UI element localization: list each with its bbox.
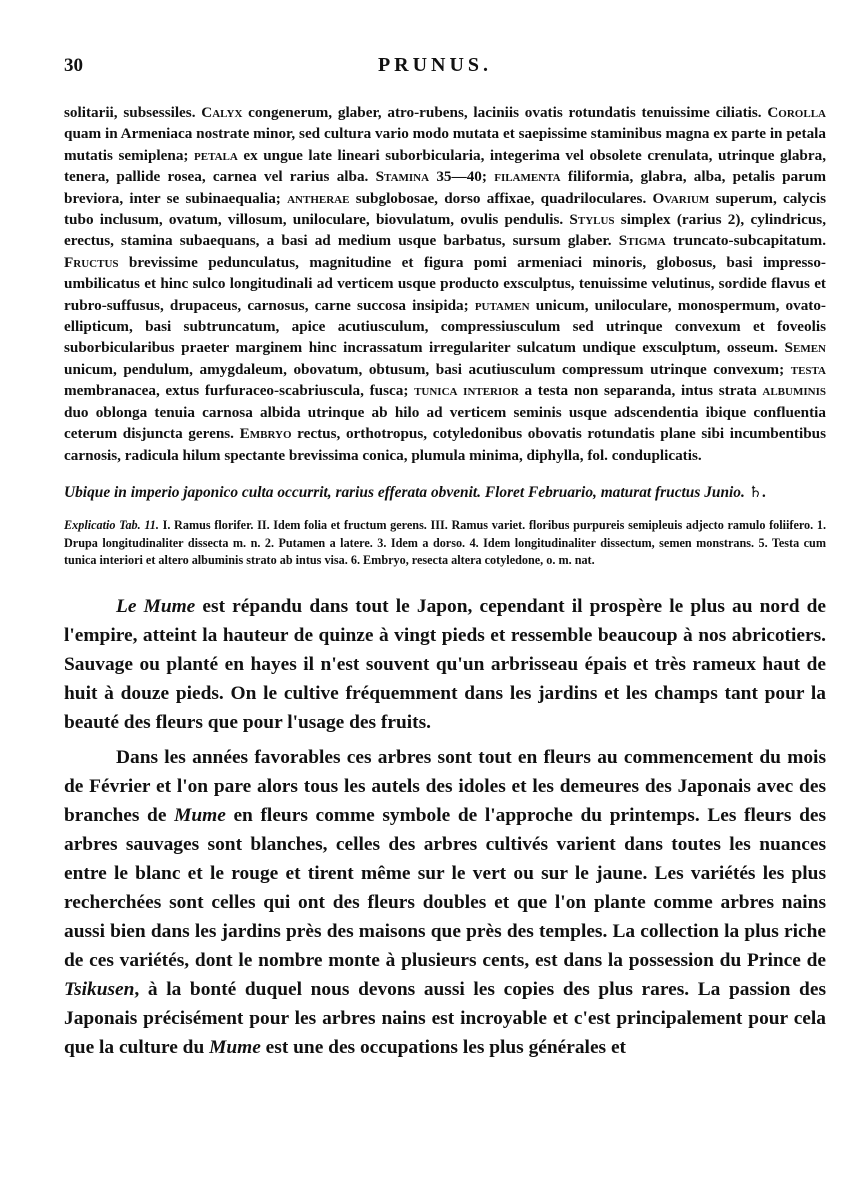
french-paragraph-1	[64, 592, 826, 737]
term-ovarium: Ovarium	[652, 189, 710, 207]
plate-explanation-lead: Explicatio Tab. 11.	[64, 517, 159, 532]
term-stigma: Stigma	[618, 232, 666, 250]
text-run: solitarii, subsessiles.	[64, 104, 202, 121]
term-fructus: Fructus	[64, 253, 119, 271]
text-run: rectus, orthotropus, cotyledonibus obovatis rotundatis plane sibi incumbentibus carnosis, radicula hilum spectante brevissima conica, plumula minima, diphylla, fol. conduplicatis.	[64, 425, 826, 464]
text-run: a testa non separanda, intus strata	[518, 382, 763, 400]
latin-description	[64, 102, 826, 466]
term-mume: Mume	[174, 804, 226, 826]
text-run: en fleurs comme symbole de l'approche du printemps. Les fleurs des arbres sauvages sont blanches, celles des arbres cultivés varient dans toutes les nuances entre le blanc et le rouge et tirent même sur le vert ou sur le jaune. Les variétés les plus recherchées sont celles qui ont des fleurs doubles et que l'on plante comme arbres nains aussi bien dans les jardins près des maisons que près des temples. La collection la plus riche de ces variétés, dont le nombre monte à plusieurs cents, est dans la possession du Prince de	[64, 804, 827, 971]
term-stamina: Stamina	[375, 168, 430, 186]
text-run: est une des occupations les plus générales et	[260, 1036, 627, 1058]
text-run: simplex (rarius 2), cylindricus, erectus, stamina subaequans, a basi ad medium usque barbatus, sursum glaber.	[64, 211, 826, 250]
text-run: brevissime pedunculatus, magnitudine et figura pomi armeniaci minoris, globosus, basi impresso-umbilicatus et hinc sulco longitudinali ad verticem usque producto exsculptus, tenuissime velutinus, sordide flavus et rubro-suffusus, drupaceus, carnosus, carne succosa insipida;	[64, 253, 826, 314]
text-run: 35—40;	[429, 168, 495, 186]
term-antherae: antherae	[287, 189, 350, 207]
plate-explanation-text: I. Ramus florifer. II. Idem folia et fructum gerens. III. Ramus variet. floribus purpureis semipleuis adjecto ramulo foliifero. 1. Drupa longitudinaliter dissecta m. n. 2. Putamen a latere. 3. Idem a dorso. 4. Idem longitudinaliter dissectum, semen monstrans. 5. Testa cum tunica interiori et altero albuminis strato ab intus visa. 6. Embryo, resecta altera cotyledone, o. m. nat.	[64, 517, 827, 568]
text-run: truncato-subcapitatum.	[665, 232, 826, 250]
habitat-note: Ubique in imperio japonico culta occurrit, rarius efferata obvenit. Floret Februario, maturat fructus Junio. ♄.	[64, 483, 767, 501]
text-run: congenerum, glaber, atro-rubens, laciniis ovatis rotundatis tenuissime ciliatis.	[242, 104, 768, 121]
text-run: ex ungue late lineari suborbicularia, integerima vel obsolete crenulata, utrinque glabra, tenera, pallide rosea, carnea vel rarius alba.	[64, 146, 826, 186]
text-run: superum, calycis tubo inclusum, ovatum, villosum, uniloculare, biovulatum, ovulis pendulis.	[64, 189, 826, 229]
french-paragraph-2	[64, 743, 826, 1062]
term-tsikusen: Tsikusen	[64, 978, 135, 1000]
term-embryo: Embryo	[239, 425, 292, 443]
term-semen: Semen	[784, 339, 826, 357]
term-filamenta: filamenta	[494, 168, 561, 186]
text-run: subglobosae, dorso affixae, quadriloculares.	[349, 189, 653, 207]
text-run: membranacea, extus furfuraceo-scabriuscula, fusca;	[64, 382, 415, 400]
text-run: , à la bonté duquel nous devons aussi les copies des plus rares. La passion des Japonais précisément pour les arbres nains est incroyable et c'est principalement pour cela que la culture du	[64, 978, 826, 1058]
plate-explanation	[64, 517, 826, 570]
term-mume: Le Mume	[116, 595, 196, 617]
term-petala: petala	[194, 146, 238, 164]
text-run: filiformia, glabra, alba, petalis parum breviora, inter se subinaequalia;	[64, 168, 826, 207]
term-calyx: Calyx	[201, 104, 243, 121]
page-number: 30	[64, 55, 83, 76]
running-head: PRUNUS.	[377, 54, 493, 76]
text-run: unicum, uniloculare, monospermum, ovato-ellipticum, basi subtruncatum, apice acutiusculum, compressiusculum sed utrinque convexum et foveolis suborbicularibus praeter marginem hinc incrassatum irregulariter sulcatum undique exsculptum, osseum.	[64, 296, 826, 357]
page-header	[64, 54, 826, 90]
text-run: est répandu dans tout le Japon, cependant il prospère le plus au nord de l'empire, atteint la hauteur de quinze à vingt pieds et ressemble beaucoup à nos abricotiers. Sauvage ou planté en hayes il n'est souvent qu'un arbrisseau épais et très rameux haut de huit à douze pieds. On le cultive fréquemment dans les jardins et les champs tant pour la beauté des fleurs que pour l'usage des fruits.	[64, 595, 827, 733]
text-run: duo oblonga tenuia carnosa albida utrinque ab hilo ad verticem seminis usque adscendentia ibique confluentia ceterum disjuncta gerens.	[64, 403, 826, 443]
term-mume: Mume	[209, 1036, 261, 1058]
text-run: unicum, pendulum, amygdaleum, obovatum, obtusum, basi acutiusculum compressum utrinque convexum;	[64, 360, 791, 378]
term-stylus: Stylus	[569, 211, 615, 229]
text-run: quam in Armeniaca nostrate minor, sed cultura vario modo mutata et saepissime staminibus magna ex parte in petala mutatis semiplena;	[64, 125, 826, 164]
term-putamen: putamen	[474, 296, 530, 314]
term-testa: testa	[790, 360, 826, 378]
term-albuminis: albuminis	[762, 382, 826, 400]
term-tunica: tunica interior	[414, 382, 519, 400]
text-run: Dans les années favorables ces arbres sont tout en fleurs au commencement du mois de Février et l'on pare alors tous les autels des idoles et les demeures des Japonais avec des branches de	[64, 746, 826, 826]
term-corolla: Corolla	[767, 104, 826, 121]
